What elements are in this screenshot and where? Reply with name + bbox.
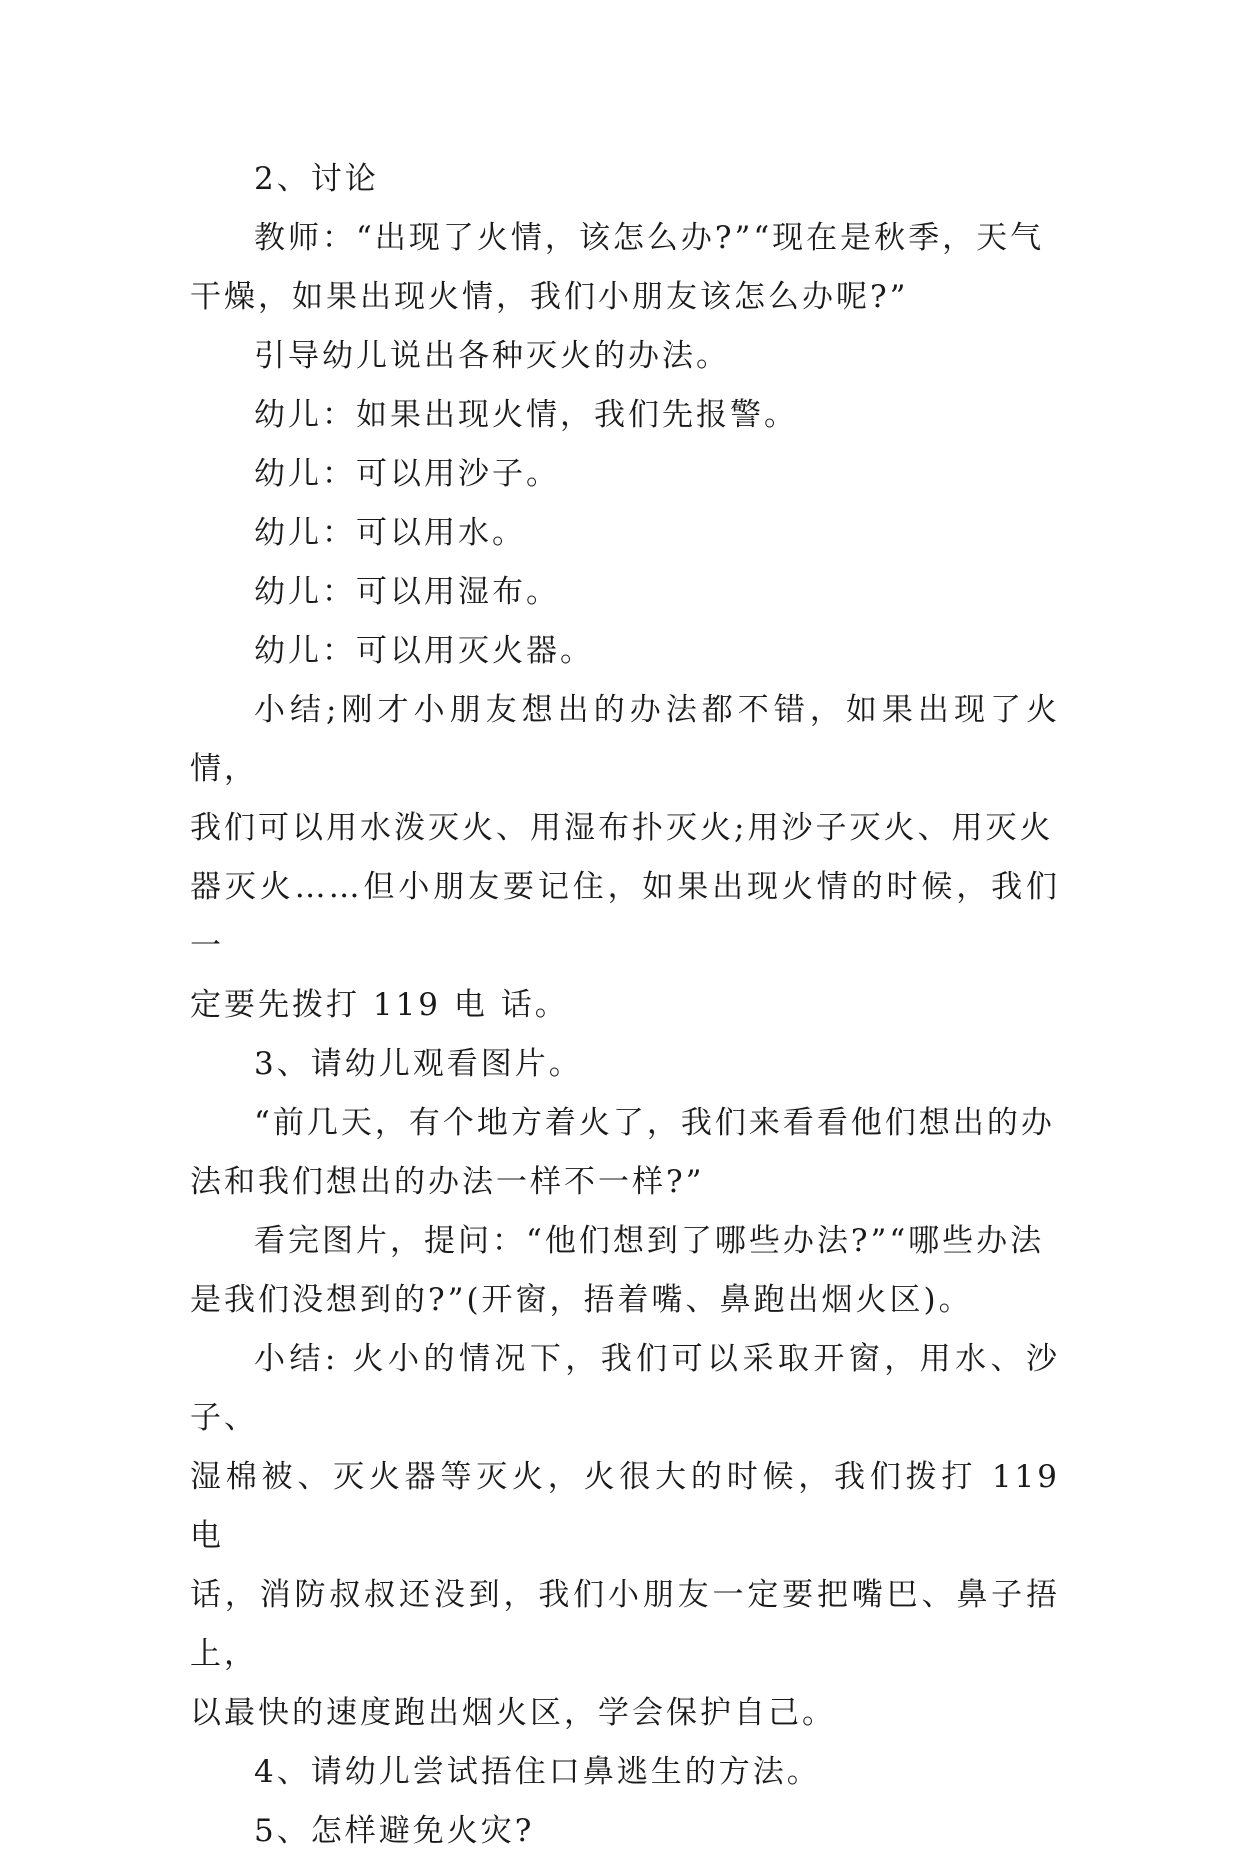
text-line: 4、请幼儿尝试捂住口鼻逃生的方法。 [254, 1754, 821, 1790]
text-line: 定要先拨打 119 电 话。 [190, 987, 569, 1023]
text-line: 幼儿：可以用灭火器。 [254, 633, 594, 669]
text-line: 小结;刚才小朋友想出的办法都不错，如果出现了火情， [190, 692, 1060, 787]
text-line: 幼儿：可以用沙子。 [254, 456, 560, 492]
paragraph-p11 [190, 1094, 1060, 1212]
paragraph-p6 [190, 504, 1060, 563]
paragraph-p1 [190, 150, 1060, 209]
paragraph-p5 [190, 445, 1060, 504]
paragraph-p2 [190, 209, 1060, 327]
document-body [190, 150, 1060, 1861]
paragraph-p12 [190, 1212, 1060, 1330]
paragraph-p8 [190, 622, 1060, 681]
text-line: 是我们没想到的?”(开窗，捂着嘴、鼻跑出烟火区)。 [190, 1282, 973, 1318]
paragraph-p14 [190, 1743, 1060, 1802]
text-line: 我们可以用水泼灭火、用湿布扑灭火;用沙子灭火、用灭火 [190, 810, 1054, 846]
text-line: 看完图片，提问：“他们想到了哪些办法?”“哪些办法 [254, 1223, 1045, 1259]
text-line: 器灭火……但小朋友要记住，如果出现火情的时候，我们一 [190, 869, 1060, 964]
text-line: 引导幼儿说出各种灭火的办法。 [254, 338, 730, 374]
text-line: 幼儿：可以用水。 [254, 515, 526, 551]
text-line: 以最快的速度跑出烟火区，学会保护自己。 [190, 1695, 836, 1731]
text-line: 幼儿：可以用湿布。 [254, 574, 560, 610]
text-line: 小结: 火小的情况下，我们可以采取开窗，用水、沙子、 [190, 1341, 1060, 1436]
text-line: “前几天，有个地方着火了，我们来看看他们想出的办 [254, 1105, 1055, 1141]
text-line: 5、怎样避免火灾? [254, 1813, 535, 1849]
paragraph-p13 [190, 1330, 1060, 1743]
text-line: 3、请幼儿观看图片。 [254, 1046, 583, 1082]
paragraph-p15 [190, 1802, 1060, 1861]
paragraph-p9 [190, 681, 1060, 1035]
text-line: 湿棉被、灭火器等灭火，火很大的时候，我们拨打 119 电 [190, 1459, 1060, 1554]
paragraph-p4 [190, 386, 1060, 445]
paragraph-p3 [190, 327, 1060, 386]
paragraph-p10 [190, 1035, 1060, 1094]
paragraph-p7 [190, 563, 1060, 622]
text-line: 法和我们想出的办法一样不一样?” [190, 1164, 705, 1200]
text-line: 干燥，如果出现火情，我们小朋友该怎么办呢?” [190, 279, 909, 315]
text-line: 话，消防叔叔还没到，我们小朋友一定要把嘴巴、鼻子捂上， [190, 1577, 1060, 1672]
text-line: 幼儿：如果出现火情，我们先报警。 [254, 397, 798, 433]
text-line: 教师：“出现了火情，该怎么办?”“现在是秋季，天气 [254, 220, 1045, 256]
text-line: 2、讨论 [254, 161, 379, 197]
